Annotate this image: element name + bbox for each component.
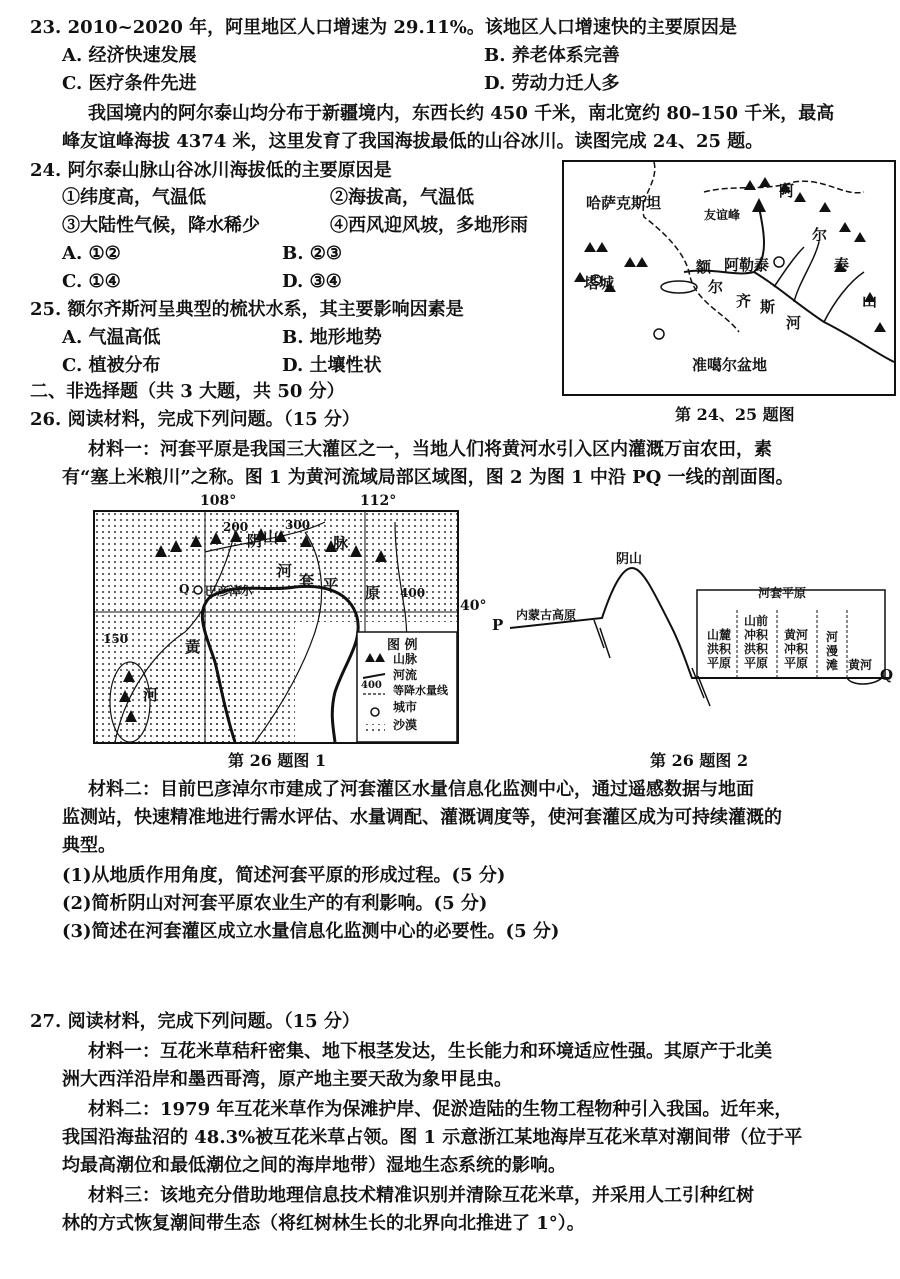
q27-material2-line2: 我国沿海盐沼的 48.3%被互花米草占领。图 1 示意浙江某地海岸互花米草对潮间带（位于平 xyxy=(62,1127,803,1148)
q26-material1-line2: 有“塞上米粮川”之称。图 1 为黄河流域局部区域图，图 2 为图 1 中沿 PQ 一线的剖面图。 xyxy=(62,467,794,488)
label-ertix-er: 尔 xyxy=(708,278,724,296)
q24-item-1: ①纬度高，气温低 xyxy=(62,187,206,208)
q23-option-a: A. 经济快速发展 xyxy=(62,45,197,66)
fig1-legend-400: 400 xyxy=(361,680,382,691)
fig1-legend-title: 图 例 xyxy=(387,638,418,653)
fig2-col3c: 平原 xyxy=(784,656,809,670)
fig1-legend-city: 城市 xyxy=(393,700,418,714)
fig2-col2a: 山前 xyxy=(744,614,769,628)
label-kazakhstan: 哈萨克斯坦 xyxy=(586,194,662,212)
map-2425-caption: 第 24、25 题图 xyxy=(675,405,795,424)
fig2-q: Q xyxy=(880,666,894,684)
fig1-lon-108: 108° xyxy=(200,493,237,509)
fig2-col2b: 冲积 xyxy=(744,628,769,642)
q25-option-a: A. 气温高低 xyxy=(62,327,161,348)
q27-material1-line2: 洲大西洋沿岸和墨西哥湾，原产地主要天敌为象甲昆虫。 xyxy=(62,1069,512,1090)
label-shan: 山 xyxy=(862,292,878,310)
fig1-mai: 脉 xyxy=(333,534,349,552)
fig1-he: 河 xyxy=(277,562,293,580)
fig1-yin: 阴 xyxy=(247,532,263,550)
label-ertix-he: 河 xyxy=(786,314,802,332)
fig1-ping: 平 xyxy=(323,576,339,594)
q27-material2-line3: 均最高潮位和最低潮位之间的海岸地带）湿地生态系统的影响。 xyxy=(62,1155,566,1176)
q23-option-d: D. 劳动力迁人多 xyxy=(484,73,620,94)
fig2-p: P xyxy=(492,616,504,634)
q23-option-c: C. 医疗条件先进 xyxy=(62,73,197,94)
fig1-yuan: 原 xyxy=(365,584,381,602)
q25-option-b: B. 地形地势 xyxy=(282,327,382,348)
label-ertix-si: 斯 xyxy=(760,298,776,316)
q25-option-c: C. 植被分布 xyxy=(62,355,161,376)
q26-material2-line3: 典型。 xyxy=(62,835,116,856)
label-tai: 泰 xyxy=(834,256,850,274)
label-youyi-peak: 友谊峰 xyxy=(704,208,741,222)
fig2-yellow-river: 黄河 xyxy=(848,658,873,672)
fig2-col4b: 漫 xyxy=(826,644,839,658)
fig1-q: Q xyxy=(179,582,190,596)
q24-option-a: A. ①② xyxy=(62,243,121,264)
fig2-col1c: 平原 xyxy=(707,656,732,670)
fig2-col1b: 洪积 xyxy=(707,642,732,656)
q26-sub1: (1)从地质作用角度，简述河套平原的形成过程。(5 分) xyxy=(62,865,506,886)
q24-option-d: D. ③④ xyxy=(282,271,342,292)
fig2-col2c: 洪积 xyxy=(744,642,769,656)
fig2-caption: 第 26 题图 2 xyxy=(650,751,749,770)
q24-stem: 24. 阿尔泰山脉山谷冰川海拔低的主要原因是 xyxy=(30,160,392,181)
fig1-contour-400: 400 xyxy=(400,586,426,600)
fig1-lon-112: 112° xyxy=(360,493,397,509)
label-a: 阿 xyxy=(779,182,795,200)
label-er: 尔 xyxy=(812,226,828,244)
q24-option-b: B. ②③ xyxy=(282,243,343,264)
fig1-lat-40: 40° xyxy=(460,598,487,614)
fig2-col4c: 滩 xyxy=(826,658,839,672)
q26-sub3: (3)简述在河套灌区成立水量信息化监测中心的必要性。(5 分) xyxy=(62,921,560,942)
fig1-contour-300: 300 xyxy=(285,518,311,532)
profile-figure xyxy=(492,548,892,738)
fig2-hetao: 河套平原 xyxy=(758,586,807,600)
q26-material1-line1: 材料一：河套平原是我国三大灌区之一，当地人们将黄河水引入区内灌溉万亩农田，素 xyxy=(88,439,772,460)
q27-material3-line2: 林的方式恢复潮间带生态（将红树林生长的北界向北推进了 1°）。 xyxy=(62,1213,585,1234)
yellow-river-map xyxy=(93,510,459,744)
q26-material2-line1: 材料二：目前巴彦淖尔市建成了河套灌区水量信息化监测中心，通过遥感数据与地面 xyxy=(88,779,754,800)
q27-material2-line1: 材料二：1979 年互花米草作为保滩护岸、促淤造陆的生物工程物种引入我国。近年来， xyxy=(88,1099,793,1120)
q24-option-c: C. ①④ xyxy=(62,271,121,292)
passage-line-2: 峰友谊峰海拔 4374 米，这里发育了我国海拔最低的山谷冰川。读图完成 24、25 题。 xyxy=(62,131,764,152)
q24-item-4: ④西风迎风坡，多地形雨 xyxy=(330,215,528,236)
fig1-bayannur: 巴彦淖尔 xyxy=(205,584,254,598)
fig2-yinshan: 阴山 xyxy=(616,552,643,567)
fig1-he2: 河 xyxy=(143,686,159,704)
label-tacheng-city: 塔城 xyxy=(584,274,615,292)
fig1-shan: 山 xyxy=(263,528,279,546)
fig1-legend-contour: 等降水量线 xyxy=(393,684,448,697)
q26-stem: 26. 阅读材料，完成下列问题。（15 分） xyxy=(30,409,360,430)
label-altay-city: 阿勒泰 xyxy=(724,256,770,274)
fig1-contour-150: 150 xyxy=(103,632,129,646)
fig2-col2d: 平原 xyxy=(744,656,769,670)
fig2-col4a: 河 xyxy=(826,630,839,644)
q25-stem: 25. 额尔齐斯河呈典型的梳状水系，其主要影响因素是 xyxy=(30,299,464,320)
q24-item-3: ③大陆性气候，降水稀少 xyxy=(62,215,260,236)
fig1-huang: 黄 xyxy=(185,638,201,656)
fig2-col3b: 冲积 xyxy=(784,642,809,656)
fig1-legend-desert: 沙漠 xyxy=(393,718,418,732)
label-ertix-e: 额 xyxy=(696,258,712,276)
q27-stem: 27. 阅读材料，完成下列问题。（15 分） xyxy=(30,1011,360,1032)
section-heading: 二、非选择题（共 3 大题，共 50 分） xyxy=(30,381,345,402)
fig1-legend-mountain: 山脉 xyxy=(393,652,418,666)
label-junggar-basin: 准噶尔盆地 xyxy=(692,356,768,374)
q26-material2-line2: 监测站，快速精准地进行需水评估、水量调配、灌溉调度等，使河套灌区成为可持续灌溉的 xyxy=(62,807,782,828)
q26-sub2: (2)简析阴山对河套平原农业生产的有利影响。(5 分) xyxy=(62,893,488,914)
altai-map xyxy=(562,160,896,396)
passage-line-1: 我国境内的阿尔泰山均分布于新疆境内，东西长约 450 千米，南北宽约 80–150 千米，最高 xyxy=(88,103,835,124)
fig1-contour-200: 200 xyxy=(223,520,249,534)
fig1-tao: 套 xyxy=(299,572,315,590)
fig2-col3a: 黄河 xyxy=(784,628,809,642)
q27-material1-line1: 材料一：互花米草秸秆密集、地下根茎发达，生长能力和环境适应性强。其原产于北美 xyxy=(88,1041,772,1062)
fig2-col1a: 山麓 xyxy=(707,628,732,642)
q25-option-d: D. 土壤性状 xyxy=(282,355,382,376)
label-ertix-qi: 齐 xyxy=(736,292,752,310)
fig2-plateau: 内蒙古高原 xyxy=(516,608,577,622)
fig1-legend-river: 河流 xyxy=(393,668,418,682)
q23-option-b: B. 养老体系完善 xyxy=(484,45,620,66)
q24-item-2: ②海拔高，气温低 xyxy=(330,187,474,208)
q27-material3-line1: 材料三：该地充分借助地理信息技术精准识别并清除互花米草，并采用人工引种红树 xyxy=(88,1185,754,1206)
q23-stem: 23. 2010~2020 年，阿里地区人口增速为 29.11%。该地区人口增速快的主要原因是 xyxy=(30,17,737,38)
fig1-caption: 第 26 题图 1 xyxy=(228,751,327,770)
